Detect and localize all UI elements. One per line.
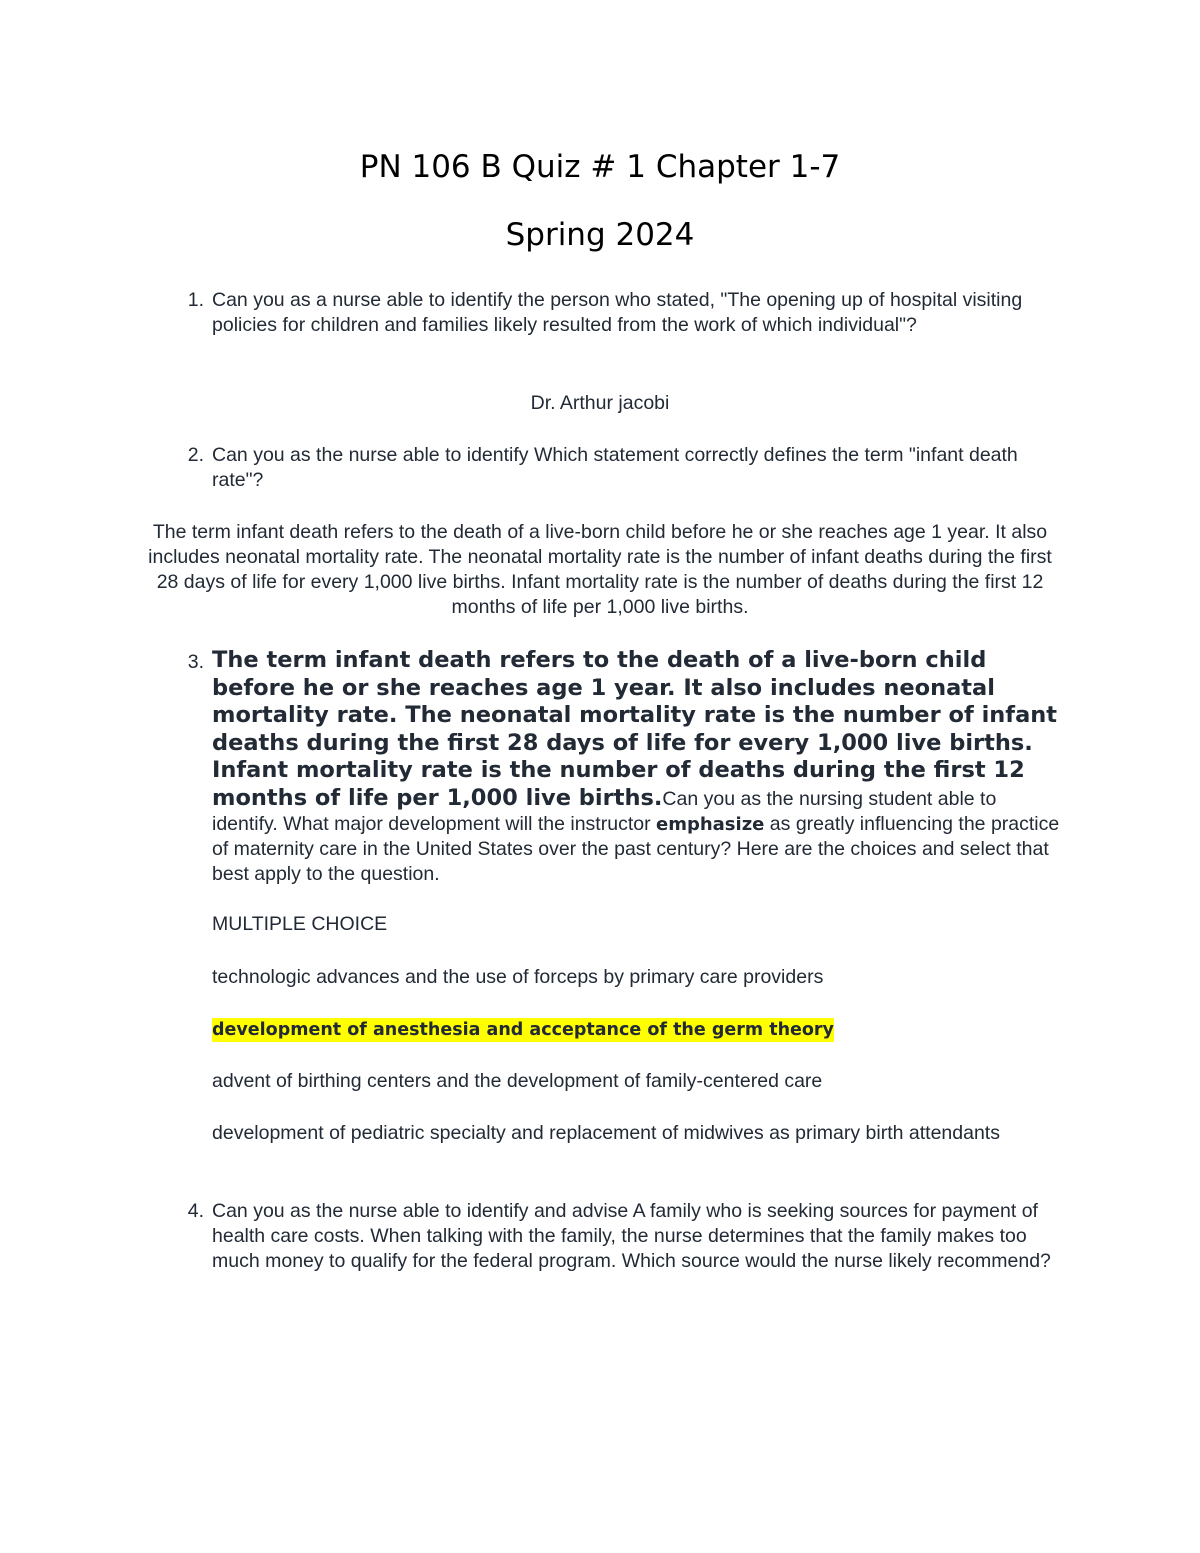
- document-subtitle: Spring 2024: [505, 217, 695, 253]
- question-number: 2.: [187, 444, 204, 466]
- question-2-answer: The term infant death refers to the death of a live-born child before he or she reaches age 1 year. It also includes neonatal mortality rate. The neonatal mortality rate is the number of infant deaths during the first 28 days of life for every 1,000 live births. Infant mortality rate is the number of deaths during the first 12 months of life per 1,000 live births.: [148, 521, 1052, 618]
- question-text: Can you as a nurse able to identify the person who stated, "The opening up of hospital visiting policies for children and families likely resulted from the work of which individual"?: [212, 289, 1023, 336]
- choice-option-1: technologic advances and the use of forceps by primary care providers: [212, 966, 824, 988]
- question-1: [187, 288, 1062, 338]
- question-text: Can you as the nurse able to identify Which statement correctly defines the term "infant death rate"?: [212, 444, 1018, 491]
- question-4: [187, 1199, 1062, 1274]
- question-text: Can you as the nurse able to identify and advise A family who is seeking sources for payment of health care costs. When talking with the family, the nurse determines that the family makes too much money to qualify for the federal program. Which source would the nurse likely recommend?: [212, 1200, 1051, 1272]
- choice-option-4: development of pediatric specialty and replacement of midwives as primary birth attendants: [212, 1122, 1000, 1144]
- highlighted-answer: development of anesthesia and acceptance of the germ theory: [212, 1020, 834, 1040]
- question-3: [187, 647, 1062, 887]
- question-number: 3.: [187, 651, 204, 673]
- question-bold-lead: The term infant death refers to the death of a live-born child before he or she reaches age 1 year. It also includes neonatal mortality rate. The neonatal mortality rate is the number of infant deaths during the first 28 days of life for every 1,000 live births. Infant mortality rate is the number of deaths during the first 12 months of life per 1,000 live births.: [212, 647, 1058, 811]
- question-number: 1.: [187, 289, 204, 311]
- question-1-answer: Dr. Arthur jacobi: [530, 392, 670, 414]
- question-2: [187, 443, 1062, 493]
- question-text-part1: Can you as the nursing student able to identify. What major development will the instructor: [212, 787, 997, 835]
- document-title: PN 106 B Quiz # 1 Chapter 1-7: [359, 149, 841, 185]
- choice-header: MULTIPLE CHOICE: [212, 913, 388, 935]
- question-number: 4.: [187, 1200, 204, 1222]
- question-text-part2: as greatly influencing the practice of maternity care in the United States over the past century? Here are the choices and select that best apply to the question.: [212, 813, 1060, 885]
- choice-option-3: advent of birthing centers and the development of family-centered care: [212, 1070, 823, 1092]
- choice-option-2-selected: [212, 1017, 1062, 1043]
- emphasis-word: emphasize: [656, 814, 765, 835]
